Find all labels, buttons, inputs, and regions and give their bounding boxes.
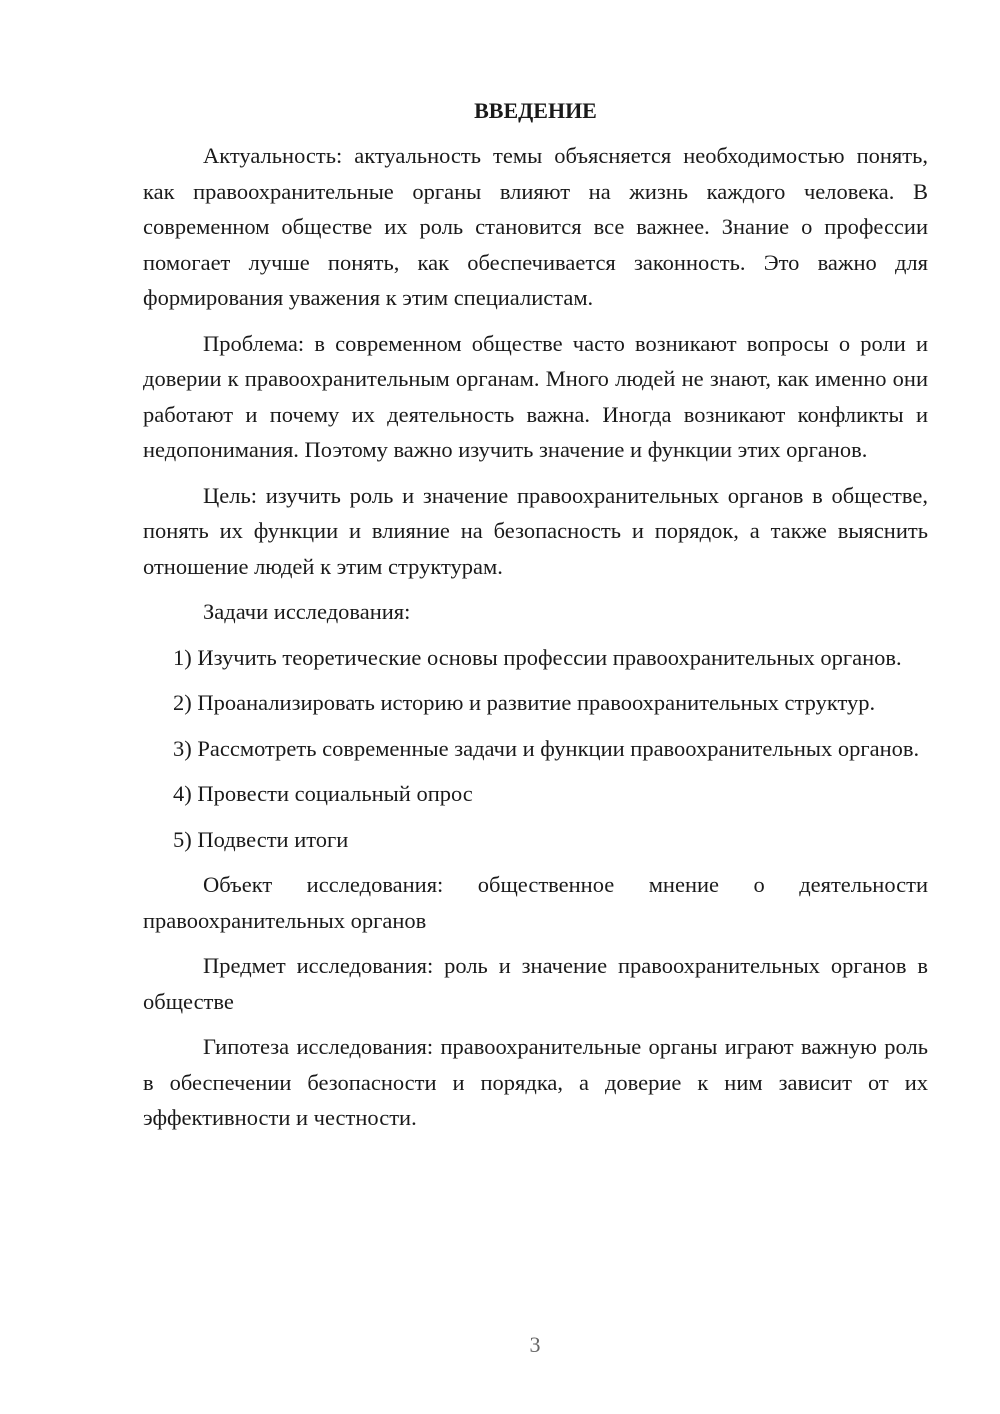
task-item-3: 3) Рассмотреть современные задачи и функции правоохранительных органов.: [173, 735, 920, 761]
task-item-2: 2) Проанализировать историю и развитие правоохранительных структур.: [173, 690, 876, 715]
paragraph-object: Объект исследования: общественное мнение о деятельности правоохранительных органов: [143, 872, 928, 933]
paragraph-goal: Цель: изучить роль и значение правоохранительных органов в обществе, понять их функции и влияние на безопасность и порядок, а также выяснить отношение людей к этим структурам.: [143, 482, 928, 579]
paragraph-hypothesis: Гипотеза исследования: правоохранительные органы играют важную роль в обеспечении безопасности и порядка, а доверие к ним зависит от их эффективности и честности.: [143, 1034, 928, 1130]
task-item-1: 1) Изучить теоретические основы профессии правоохранительных органов.: [173, 644, 902, 670]
task-item-5: 5) Подвести итоги: [173, 826, 349, 852]
paragraph-subject: Предмет исследования: роль и значение правоохранительных органов в обществе: [143, 953, 928, 1014]
task-item-4: 4) Провести социальный опрос: [173, 781, 473, 806]
page-title: ВВЕДЕНИЕ: [474, 98, 597, 123]
page-number: 3: [529, 1332, 541, 1357]
paragraph-tasks-heading: Задачи исследования:: [203, 599, 411, 624]
document-page: [143, 93, 928, 1146]
paragraph-relevance: Актуальность: актуальность темы объясняется необходимостью понять, как правоохранительные органы влияют на жизнь каждого человека. В современном обществе их роль становится все важнее. Знание о профессии помогает лучше понять, как обеспечивается законность. Это важно для формирования уважения к этим специалистам.: [143, 143, 928, 310]
paragraph-problem: Проблема: в современном обществе часто возникают вопросы о роли и доверии к правоохранительным органам. Много людей не знают, как именно они работают и почему их деятельность важна. Иногда возникают конфликты и недопонимания. Поэтому важно изучить значение и функции этих органов.: [143, 330, 928, 462]
